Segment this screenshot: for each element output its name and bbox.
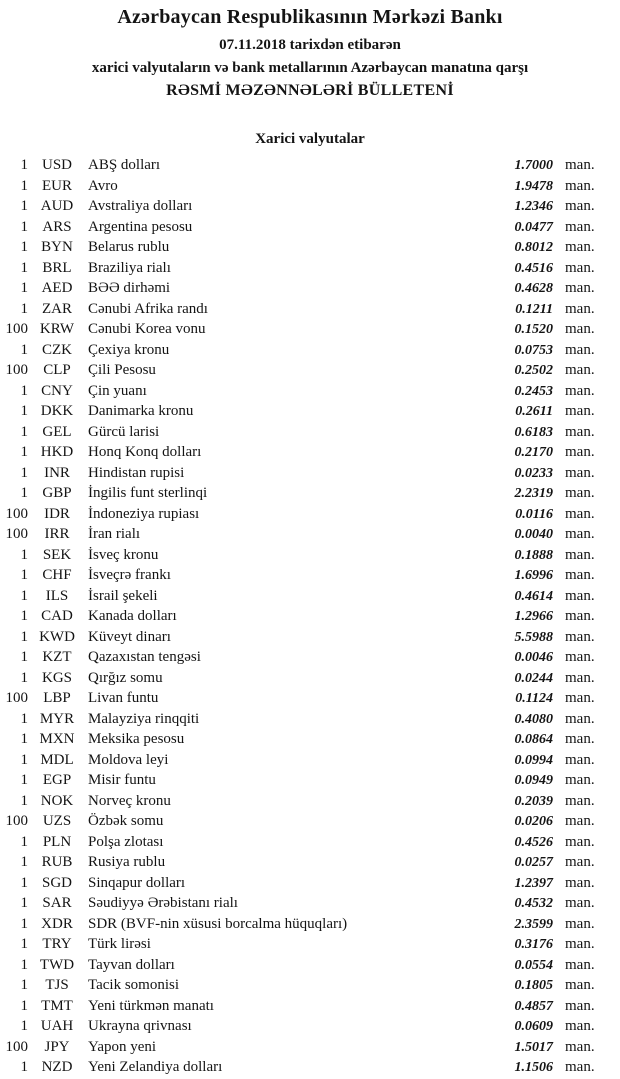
rate-value: 0.1520 <box>514 322 553 337</box>
currency-code: IDR <box>44 505 70 522</box>
rate-value: 0.0753 <box>514 342 553 358</box>
currency-name: İsveç kronu <box>88 546 159 563</box>
rate-quantity: 1 <box>20 1059 28 1075</box>
rate-row <box>0 893 620 914</box>
rate-row <box>0 1016 620 1037</box>
rate-quantity: 100 <box>5 526 28 542</box>
rate-quantity: 1 <box>20 628 28 645</box>
currency-name: Argentina pesosu <box>88 218 193 235</box>
rate-unit: man. <box>565 731 595 747</box>
rate-row <box>0 401 620 422</box>
rate-row <box>0 627 620 648</box>
currency-name: Polşa zlotası <box>88 833 164 850</box>
currency-code: SEK <box>42 546 72 563</box>
rate-row <box>0 1057 620 1078</box>
rate-quantity: 1 <box>20 177 28 194</box>
currency-code: LBP <box>43 690 71 706</box>
rate-value: 0.4628 <box>514 281 553 296</box>
rate-value: 0.0233 <box>514 465 553 481</box>
rate-quantity: 1 <box>20 792 28 809</box>
currency-name: Gürcü larisi <box>88 423 160 440</box>
currency-code: KWD <box>39 628 75 645</box>
rate-row <box>0 996 620 1017</box>
currency-name: Braziliya rialı <box>88 259 171 276</box>
currency-name: Yeni türkmən manatı <box>88 997 214 1014</box>
currency-code: NZD <box>41 1059 73 1075</box>
rate-unit: man. <box>565 874 595 891</box>
currency-name: Hindistan rupisi <box>88 464 185 481</box>
currency-code: DKK <box>40 403 74 419</box>
rate-quantity: 1 <box>20 854 28 870</box>
rate-row <box>0 483 620 504</box>
rate-row <box>0 668 620 689</box>
rate-quantity: 1 <box>20 669 28 686</box>
rate-value: 0.0949 <box>514 773 553 788</box>
rate-row <box>0 565 620 586</box>
currency-code: BYN <box>41 239 73 255</box>
rate-quantity: 1 <box>20 382 28 399</box>
rate-value: 0.4614 <box>514 588 553 604</box>
rate-row <box>0 278 620 299</box>
rate-unit: man. <box>565 259 595 276</box>
rate-quantity: 1 <box>20 710 28 727</box>
rate-value: 0.0206 <box>514 814 553 829</box>
rate-unit: man. <box>565 895 595 911</box>
currency-name: Danimarka kronu <box>88 403 194 419</box>
rate-unit: man. <box>565 649 595 665</box>
rate-unit: man. <box>565 362 595 378</box>
currency-code: TWD <box>39 956 75 973</box>
rate-quantity: 100 <box>5 505 28 522</box>
rates-table <box>0 155 620 1078</box>
rate-value: 0.3176 <box>514 937 553 952</box>
rate-row <box>0 811 620 832</box>
section-title: Xarici valyutalar <box>255 131 365 147</box>
rate-quantity: 1 <box>20 587 28 604</box>
currency-code: GEL <box>42 423 72 440</box>
rate-value: 1.7000 <box>514 158 553 173</box>
rate-unit: man. <box>565 526 595 542</box>
rate-row <box>0 360 620 381</box>
currency-name: İsrail şekeli <box>88 587 158 604</box>
currency-name: SDR (BVF-nin xüsusi borcalma hüquqları) <box>88 915 348 932</box>
rate-value: 0.4532 <box>514 896 553 911</box>
rate-quantity: 1 <box>20 341 28 358</box>
rate-quantity: 1 <box>20 751 28 768</box>
currency-name: Qazaxıstan tengəsi <box>88 649 201 665</box>
rate-unit: man. <box>565 464 595 481</box>
rate-row <box>0 545 620 566</box>
currency-code: CLP <box>43 362 71 378</box>
rate-unit: man. <box>565 1038 595 1055</box>
rate-quantity: 1 <box>20 157 28 173</box>
rate-row <box>0 647 620 668</box>
rate-quantity: 1 <box>20 259 28 276</box>
rate-value: 0.4516 <box>514 260 553 276</box>
currency-code: PLN <box>42 833 72 850</box>
rate-quantity: 1 <box>20 280 28 296</box>
currency-code: CNY <box>41 382 73 399</box>
rate-unit: man. <box>565 587 595 604</box>
rate-value: 1.2346 <box>514 199 553 214</box>
currency-name: Avro <box>88 177 118 194</box>
rate-row <box>0 914 620 935</box>
rate-row <box>0 237 620 258</box>
rate-row <box>0 934 620 955</box>
rate-unit: man. <box>565 177 595 194</box>
rate-row <box>0 852 620 873</box>
currency-code: EGP <box>42 772 72 788</box>
rate-row <box>0 729 620 750</box>
rate-unit: man. <box>565 444 595 460</box>
currency-code: AUD <box>40 198 74 214</box>
currency-name: Kanada dolları <box>88 608 177 624</box>
rate-unit: man. <box>565 833 595 850</box>
rate-quantity: 1 <box>20 874 28 891</box>
currency-code: USD <box>41 157 72 173</box>
rate-row <box>0 955 620 976</box>
rate-row <box>0 176 620 197</box>
currency-name: Tayvan dolları <box>88 956 175 973</box>
currency-code: KGS <box>41 669 72 686</box>
rate-value: 0.0609 <box>514 1019 553 1034</box>
rate-row <box>0 791 620 812</box>
subject-line: xarici valyutaların və bank metallarının Azərbaycan manatına qarşı <box>91 60 529 76</box>
currency-code: CHF <box>42 567 72 583</box>
rate-value: 5.5988 <box>514 629 553 645</box>
rate-value: 0.0864 <box>514 732 553 747</box>
rate-quantity: 100 <box>5 321 28 337</box>
rate-row <box>0 770 620 791</box>
rate-row <box>0 463 620 484</box>
rate-unit: man. <box>565 382 595 399</box>
currency-name: Belarus rublu <box>88 239 170 255</box>
rate-value: 0.0257 <box>514 855 553 870</box>
rate-value: 1.2397 <box>514 875 553 891</box>
currency-code: GBP <box>42 485 72 501</box>
rate-row <box>0 709 620 730</box>
rate-quantity: 1 <box>20 649 28 665</box>
rate-value: 1.1506 <box>514 1060 553 1075</box>
currency-code: CAD <box>41 608 73 624</box>
rate-quantity: 1 <box>20 444 28 460</box>
currency-name: Qırğız somu <box>88 669 163 686</box>
currency-code: NOK <box>40 792 74 809</box>
currency-name: Rusiya rublu <box>88 854 166 870</box>
rate-unit: man. <box>565 403 595 419</box>
rate-value: 0.2039 <box>514 793 553 809</box>
currency-name: İndoneziya rupiası <box>88 505 200 522</box>
currency-name: Meksika pesosu <box>88 731 185 747</box>
rate-quantity: 1 <box>20 198 28 214</box>
currency-code: UZS <box>42 813 72 829</box>
rate-row <box>0 299 620 320</box>
rate-row <box>0 606 620 627</box>
currency-name: İngilis funt sterlinqi <box>88 485 208 501</box>
rate-quantity: 1 <box>20 731 28 747</box>
rate-row <box>0 832 620 853</box>
rate-row <box>0 586 620 607</box>
currency-name: Çexiya kronu <box>88 341 170 358</box>
rate-quantity: 1 <box>20 567 28 583</box>
rate-value: 0.0477 <box>514 219 553 235</box>
currency-name: Misir funtu <box>88 772 156 788</box>
currency-code: ILS <box>45 587 69 604</box>
rate-quantity: 1 <box>20 977 28 993</box>
rate-row <box>0 258 620 279</box>
rate-unit: man. <box>565 1059 595 1075</box>
rate-value: 0.0046 <box>514 650 553 665</box>
currency-name: Moldova leyi <box>88 751 169 768</box>
rate-unit: man. <box>565 341 595 358</box>
rate-unit: man. <box>565 157 595 173</box>
rate-unit: man. <box>565 198 595 214</box>
rate-quantity: 1 <box>20 300 28 317</box>
currency-code: KRW <box>39 321 75 337</box>
rate-row <box>0 442 620 463</box>
rate-row <box>0 196 620 217</box>
rate-quantity: 1 <box>20 895 28 911</box>
rate-value: 0.4526 <box>514 834 553 850</box>
rate-unit: man. <box>565 505 595 522</box>
rate-unit: man. <box>565 690 595 706</box>
rate-value: 1.2966 <box>514 609 553 624</box>
currency-name: Avstraliya dolları <box>88 198 193 214</box>
currency-code: TRY <box>42 936 72 952</box>
rate-unit: man. <box>565 751 595 768</box>
currency-name: Livan funtu <box>88 690 159 706</box>
rate-value: 0.2453 <box>514 383 553 399</box>
currency-name: Səudiyyə Ərəbistanı rialı <box>88 895 238 911</box>
currency-name: Küveyt dinarı <box>88 628 171 645</box>
currency-code: TMT <box>41 997 73 1014</box>
rate-row <box>0 319 620 340</box>
rate-value: 0.2502 <box>514 363 553 378</box>
currency-code: RUB <box>41 854 73 870</box>
currency-code: KZT <box>42 649 72 665</box>
rate-row <box>0 524 620 545</box>
rate-value: 1.6996 <box>514 568 553 583</box>
currency-name: Çin yuanı <box>88 382 147 399</box>
currency-name: BƏƏ dirhəmi <box>88 280 171 296</box>
rate-unit: man. <box>565 669 595 686</box>
currency-code: SAR <box>42 895 72 911</box>
rate-quantity: 1 <box>20 956 28 973</box>
rate-row <box>0 873 620 894</box>
rate-value: 0.0040 <box>514 527 553 542</box>
rate-quantity: 1 <box>20 546 28 563</box>
currency-name: İsveçrə frankı <box>88 567 171 583</box>
rate-value: 0.1124 <box>515 691 553 706</box>
rate-quantity: 1 <box>20 239 28 255</box>
rate-unit: man. <box>565 915 595 932</box>
rate-quantity: 1 <box>20 1018 28 1034</box>
currency-code: CZK <box>42 341 72 358</box>
rate-unit: man. <box>565 977 595 993</box>
rate-quantity: 1 <box>20 997 28 1014</box>
currency-name: Cənubi Afrika randı <box>88 300 208 317</box>
rate-value: 0.0994 <box>514 752 553 768</box>
rate-unit: man. <box>565 321 595 337</box>
rate-unit: man. <box>565 628 595 645</box>
rate-unit: man. <box>565 485 595 501</box>
rate-unit: man. <box>565 772 595 788</box>
rate-row <box>0 750 620 771</box>
rate-unit: man. <box>565 300 595 317</box>
rate-quantity: 1 <box>20 936 28 952</box>
currency-code: ARS <box>42 218 72 235</box>
currency-code: INR <box>44 464 70 481</box>
rate-value: 0.0244 <box>514 670 553 686</box>
currency-name: Honq Konq dolları <box>88 444 202 460</box>
currency-name: Özbək somu <box>88 813 164 829</box>
rate-unit: man. <box>565 546 595 563</box>
rate-value: 0.0116 <box>515 506 553 522</box>
rate-unit: man. <box>565 710 595 727</box>
currency-name: Norveç kronu <box>88 792 171 809</box>
rate-row <box>0 381 620 402</box>
currency-code: IRR <box>44 526 70 542</box>
rate-row <box>0 340 620 361</box>
currency-code: BRL <box>42 259 72 276</box>
rate-value: 1.9478 <box>514 178 553 194</box>
rate-unit: man. <box>565 608 595 624</box>
bank-name: Azərbaycan Respublikasının Mərkəzi Bankı <box>117 6 503 28</box>
currency-code: TJS <box>45 977 69 993</box>
rate-quantity: 100 <box>5 690 28 706</box>
rate-unit: man. <box>565 239 595 255</box>
rate-value: 0.2611 <box>515 404 553 419</box>
currency-name: Ukrayna qrivnası <box>88 1018 192 1034</box>
rate-unit: man. <box>565 997 595 1014</box>
currency-name: Cənubi Korea vonu <box>88 321 206 337</box>
rate-quantity: 1 <box>20 464 28 481</box>
rate-unit: man. <box>565 956 595 973</box>
rate-value: 0.1211 <box>515 301 553 317</box>
rate-row <box>0 975 620 996</box>
rate-quantity: 100 <box>5 813 28 829</box>
rate-unit: man. <box>565 280 595 296</box>
rate-unit: man. <box>565 792 595 809</box>
rate-quantity: 1 <box>20 608 28 624</box>
currency-name: Tacik somonisi <box>88 977 180 993</box>
rate-value: 0.1805 <box>514 978 553 993</box>
currency-code: XDR <box>41 915 73 932</box>
rate-quantity: 1 <box>20 485 28 501</box>
rate-value: 0.0554 <box>514 957 553 973</box>
currency-name: Çili Pesosu <box>88 362 156 378</box>
currency-name: Türk lirəsi <box>88 936 151 952</box>
rate-row <box>0 688 620 709</box>
rate-row <box>0 504 620 525</box>
currency-code: EUR <box>42 177 72 194</box>
currency-code: UAH <box>40 1018 74 1034</box>
currency-name: Yapon yeni <box>88 1038 157 1055</box>
rate-unit: man. <box>565 936 595 952</box>
rate-value: 2.2319 <box>514 486 553 501</box>
rate-row <box>0 217 620 238</box>
rate-unit: man. <box>565 854 595 870</box>
currency-name: Sinqapur dolları <box>88 874 186 891</box>
rate-value: 0.8012 <box>514 240 553 255</box>
rate-quantity: 1 <box>20 423 28 440</box>
bulletin-title: RƏSMİ MƏZƏNNƏLƏRİ BÜLLETENİ <box>166 82 454 99</box>
rate-value: 0.4857 <box>514 998 553 1014</box>
currency-code: AED <box>41 280 73 296</box>
currency-code: JPY <box>44 1038 70 1055</box>
rate-row <box>0 422 620 443</box>
rate-unit: man. <box>565 423 595 440</box>
effective-date: 07.11.2018 tarixdən etibarən <box>219 37 401 53</box>
currency-name: Malayziya rinqqiti <box>88 710 200 727</box>
rate-quantity: 1 <box>20 772 28 788</box>
rate-value: 0.2170 <box>514 445 553 460</box>
currency-name: Yeni Zelandiya dolları <box>88 1059 223 1075</box>
rate-quantity: 1 <box>20 915 28 932</box>
rate-unit: man. <box>565 1018 595 1034</box>
currency-name: ABŞ dolları <box>88 157 161 173</box>
currency-code: MXN <box>39 731 75 747</box>
rate-quantity: 1 <box>20 833 28 850</box>
rate-unit: man. <box>565 813 595 829</box>
rate-row <box>0 1037 620 1058</box>
currency-code: SGD <box>41 874 72 891</box>
rate-quantity: 100 <box>5 1038 28 1055</box>
currency-code: MYR <box>39 710 75 727</box>
rate-value: 0.1888 <box>514 547 553 563</box>
currency-code: ZAR <box>42 300 72 317</box>
rate-value: 1.5017 <box>514 1039 553 1055</box>
rate-quantity: 100 <box>5 362 28 378</box>
rate-unit: man. <box>565 218 595 235</box>
currency-code: HKD <box>40 444 74 460</box>
rate-unit: man. <box>565 567 595 583</box>
rate-quantity: 1 <box>20 403 28 419</box>
rate-value: 0.6183 <box>514 424 553 440</box>
currency-name: İran rialı <box>88 526 141 542</box>
rate-value: 0.4080 <box>514 711 553 727</box>
rate-quantity: 1 <box>20 218 28 235</box>
currency-code: MDL <box>40 751 74 768</box>
rate-value: 2.3599 <box>514 916 553 932</box>
rate-row <box>0 155 620 176</box>
